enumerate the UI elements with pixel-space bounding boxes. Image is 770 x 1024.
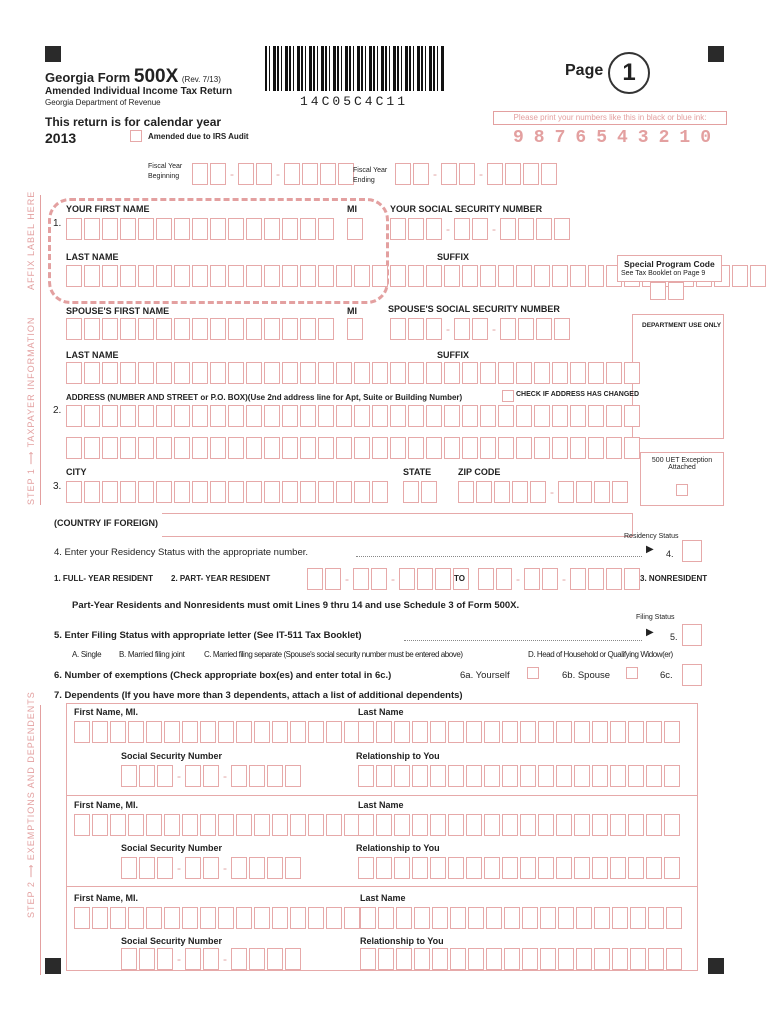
spouse-last-input[interactable] <box>66 362 640 384</box>
dep1-last-input[interactable] <box>358 721 680 743</box>
department-use-box <box>632 314 724 439</box>
residency-from-date[interactable]: - - <box>307 568 469 590</box>
dep2-first-label: First Name, MI. <box>74 800 139 810</box>
amended-irs-label: Amended due to IRS Audit <box>148 132 249 141</box>
form-number: 500X <box>133 66 179 87</box>
city-label: CITY <box>66 467 87 477</box>
dep1-rel-label: Relationship to You <box>356 751 440 761</box>
line6a-label: 6a. Yourself <box>460 670 510 681</box>
page-number: 1 <box>608 52 650 94</box>
registration-mark <box>45 46 61 62</box>
address-line2-input[interactable] <box>66 437 640 459</box>
country-label: (COUNTRY IF FOREIGN) <box>54 518 158 528</box>
line5-arrow: ▶ <box>646 627 654 638</box>
resident-opt1: 1. FULL- YEAR RESIDENT <box>54 574 153 583</box>
page-label: Page <box>565 62 604 79</box>
mi-label: MI <box>347 204 357 214</box>
dep3-rel-input[interactable] <box>360 948 682 970</box>
resident-opt2: 2. PART- YEAR RESIDENT <box>171 574 271 583</box>
dep2-last-label: Last Name <box>358 800 404 810</box>
dep2-rel-label: Relationship to You <box>356 843 440 853</box>
amended-irs-checkbox[interactable] <box>130 130 142 142</box>
line6-text: 6. Number of exemptions (Check appropriate box(es) and enter total in 6c.) <box>54 670 392 681</box>
filing-opt-d: D. Head of Household or Qualifying Widow(er) <box>528 650 673 659</box>
dep3-rel-label: Relationship to You <box>360 936 444 946</box>
line4-leader <box>356 556 642 557</box>
yourself-checkbox[interactable] <box>527 667 539 679</box>
line6b-label: 6b. Spouse <box>562 670 611 681</box>
special-code-label: Special Program Code <box>624 259 715 269</box>
resident-opt3: 3. NONRESIDENT <box>640 574 708 583</box>
ssn-input[interactable]: - - <box>390 218 570 240</box>
zip-label: ZIP CODE <box>458 467 501 477</box>
mi-input[interactable] <box>347 218 363 240</box>
uet-label: 500 UET Exception Attached <box>651 457 713 471</box>
residency-note: Part-Year Residents and Nonresidents must omit Lines 9 thru 14 and use Schedule 3 of Form 500X. <box>72 600 520 611</box>
dep3-last-input[interactable] <box>360 907 682 929</box>
dep3-first-input[interactable] <box>74 907 360 929</box>
dep2-rel-input[interactable] <box>358 857 680 879</box>
special-code-note: See Tax Booklet on Page 9 <box>621 270 706 277</box>
line5-num: 5. <box>670 632 678 642</box>
spouse-checkbox[interactable] <box>626 667 638 679</box>
sample-digits: 9876543210 <box>513 128 722 148</box>
last-name-label: LAST NAME <box>66 252 119 262</box>
spouse-first-label: SPOUSE'S FIRST NAME <box>66 306 170 316</box>
dependent-divider <box>66 795 698 796</box>
spouse-mi-label: MI <box>347 306 357 316</box>
address-changed-checkbox[interactable] <box>502 390 514 402</box>
print-instruction: Please print your numbers like this in black or blue ink: <box>493 111 727 125</box>
registration-mark <box>45 958 61 974</box>
state-input[interactable] <box>403 481 437 503</box>
dep2-first-input[interactable] <box>74 814 360 836</box>
dep3-first-label: First Name, MI. <box>74 893 139 903</box>
filing-opt-b: B. Married filing joint <box>119 650 185 659</box>
city-input[interactable] <box>66 481 388 503</box>
filing-opt-a: A. Single <box>72 650 102 659</box>
state-label: STATE <box>403 467 432 477</box>
line1-num: 1. <box>53 218 62 229</box>
line4-num: 4. <box>666 549 674 559</box>
step2-bracket <box>40 705 41 975</box>
step1-sidebar: STEP 1 ⟶ TAXPAYER INFORMATION <box>26 316 36 505</box>
dep2-last-input[interactable] <box>358 814 680 836</box>
first-name-input[interactable] <box>66 218 334 240</box>
suffix-label: SUFFIX <box>437 252 470 262</box>
line4-arrow: ▶ <box>646 544 654 555</box>
dep3-ssn-input[interactable]: - - <box>121 948 301 970</box>
spouse-suffix-label: SUFFIX <box>437 350 470 360</box>
country-input[interactable] <box>162 513 633 537</box>
line5-text: 5. Enter Filing Status with appropriate letter (See IT-511 Tax Booklet) <box>54 630 362 641</box>
dep1-rel-input[interactable] <box>358 765 680 787</box>
form-rev: (Rev. 7/13) <box>181 75 221 84</box>
dep3-ssn-label: Social Security Number <box>121 936 223 946</box>
dep3-last-label: Last Name <box>360 893 406 903</box>
registration-mark <box>708 46 724 62</box>
ssn-label: YOUR SOCIAL SECURITY NUMBER <box>390 204 543 214</box>
dep2-ssn-label: Social Security Number <box>121 843 223 853</box>
special-code-input[interactable] <box>650 282 684 300</box>
dep1-first-label: First Name, MI. <box>74 707 139 717</box>
dep1-ssn-label: Social Security Number <box>121 751 223 761</box>
barcode <box>265 46 445 91</box>
address-changed-label: CHECK IF ADDRESS HAS CHANGED <box>516 391 640 398</box>
fiscal-begin-label: Fiscal Year Beginning <box>148 163 183 180</box>
tax-year: 2013 <box>45 130 77 146</box>
address-line1-input[interactable] <box>66 405 640 427</box>
registration-mark <box>708 958 724 974</box>
dep1-last-label: Last Name <box>358 707 404 717</box>
line6c-label: 6c. <box>660 670 673 681</box>
residency-to-date[interactable]: - - <box>478 568 640 590</box>
spouse-ssn-input[interactable]: - - <box>390 318 570 340</box>
step2-sidebar: STEP 2 ⟶ EXEMPTIONS AND DEPENDENTS <box>26 691 36 918</box>
form-subtitle: Amended Individual Income Tax Return <box>45 86 233 97</box>
department: Georgia Department of Revenue <box>45 98 161 107</box>
exemptions-total-input[interactable] <box>682 664 702 686</box>
line4-text: 4. Enter your Residency Status with the appropriate number. <box>54 547 308 558</box>
line5-leader <box>404 640 642 641</box>
first-name-label: YOUR FIRST NAME <box>66 204 150 214</box>
dep1-ssn-input[interactable]: - - <box>121 765 301 787</box>
spouse-first-input[interactable] <box>66 318 334 340</box>
step1-bracket <box>40 195 41 505</box>
spouse-ssn-label: SPOUSE'S SOCIAL SECURITY NUMBER <box>388 304 560 314</box>
spouse-last-label: LAST NAME <box>66 350 119 360</box>
calendar-text: This return is for calendar year <box>45 115 222 129</box>
uet-checkbox[interactable] <box>676 484 688 496</box>
affix-label-sidebar: AFFIX LABEL HERE <box>26 190 36 290</box>
fiscal-end-input[interactable]: - - <box>395 163 557 185</box>
dependent-divider <box>66 886 698 887</box>
residency-to-label: TO <box>454 574 465 583</box>
dependents-frame <box>66 703 698 971</box>
filing-status-input[interactable] <box>682 624 702 646</box>
line7-text: 7. Dependents (If you have more than 3 dependents, attach a list of additional dependents) <box>54 690 463 701</box>
department-use-label: DEPARTMENT USE ONLY <box>642 322 722 329</box>
line2-num: 2. <box>53 405 62 416</box>
residency-status-label: Residency Status <box>624 533 679 540</box>
fiscal-begin-input[interactable]: - - <box>192 163 354 185</box>
zip-input[interactable]: - <box>458 481 628 503</box>
residency-input[interactable] <box>682 540 702 562</box>
filing-status-label: Filing Status <box>636 614 675 621</box>
dep2-ssn-input[interactable]: - - <box>121 857 301 879</box>
spouse-mi-input[interactable] <box>347 318 363 340</box>
barcode-text: 14C05C4C11 <box>300 94 409 109</box>
address-label: ADDRESS (NUMBER AND STREET or P.O. BOX)(Use 2nd address line for Apt, Suite or Building Number) <box>66 393 463 402</box>
form-label: Georgia Form 500X (Rev. 7/13) <box>45 66 221 87</box>
line3-num: 3. <box>53 481 62 492</box>
fiscal-end-label: Fiscal Year Ending <box>353 167 388 184</box>
dep1-first-input[interactable] <box>74 721 360 743</box>
filing-opt-c: C. Married filing separate (Spouse's social security number must be entered above) <box>204 650 463 659</box>
